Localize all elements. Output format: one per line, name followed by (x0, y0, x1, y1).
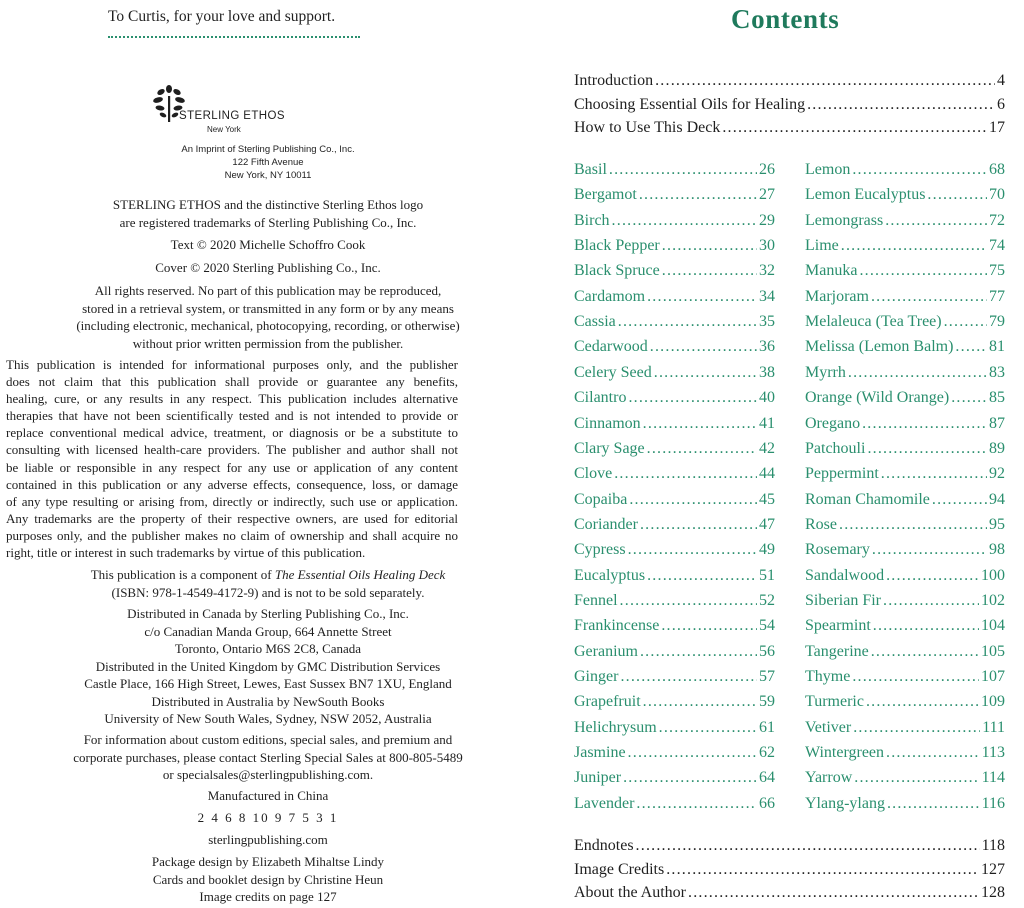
toc-entry-page: 87 (989, 414, 1005, 432)
toc-leader-dots (628, 744, 757, 762)
toc-entry-page: 17 (989, 119, 1005, 136)
toc-entry (805, 338, 1005, 356)
toc-entry (805, 643, 1005, 661)
toc-entry-title: Eucalyptus (574, 566, 646, 584)
design-line: Image credits on page 127 (199, 889, 337, 904)
toc-entry-page: 118 (981, 837, 1005, 854)
toc-entry-title: Lemongrass (805, 211, 884, 229)
toc-entry (574, 744, 775, 762)
toc-entry-title: Manuka (805, 262, 858, 280)
toc-entry (574, 262, 775, 280)
toc-entry (805, 617, 1005, 635)
toc-entry-page: 127 (981, 860, 1005, 878)
toc-entry-title: Oregano (805, 414, 861, 432)
component-prefix: This publication is a component of (90, 567, 275, 582)
toc-leader-dots (636, 795, 757, 813)
toc-entry-page: 52 (759, 591, 775, 609)
toc-leader-dots (647, 567, 757, 585)
toc-entry-page: 64 (759, 769, 775, 787)
toc-entry-title: Turmeric (805, 693, 864, 711)
toc-entry-title: Helichrysum (574, 718, 657, 736)
toc-entry-title: Introduction (574, 72, 654, 89)
toc-leader-dots (688, 884, 979, 902)
toc-entry (805, 186, 1005, 204)
toc-entry-page: 40 (759, 389, 775, 407)
toc-entry (805, 592, 1005, 610)
toc-entry (574, 186, 775, 204)
toc-entry-title: Lemon Eucalyptus (805, 186, 926, 204)
toc-entry-page: 77 (989, 287, 1005, 305)
toc-entry (805, 313, 1005, 331)
toc-entry-title: Cinnamon (574, 414, 641, 432)
rights-line: without prior written permission from the publisher. (132, 335, 404, 351)
distribution-line: Distributed in Australia by NewSouth Books (151, 693, 385, 709)
toc-entry-page: 57 (759, 668, 775, 685)
toc-entry-page: 35 (759, 313, 775, 331)
toc-entry-page: 44 (759, 465, 775, 483)
toc-leader-dots (944, 313, 987, 331)
toc-entry-title: Cilantro (574, 389, 627, 407)
toc-entry-page: 59 (759, 693, 775, 711)
toc-leader-dots (807, 96, 995, 114)
toc-entry-title: Myrrh (805, 363, 846, 381)
toc-entry-title: Celery Seed (574, 363, 652, 381)
trademark-line: STERLING ETHOS and the distinctive Sterling Ethos logo (112, 197, 424, 212)
toc-leader-dots (662, 237, 757, 255)
toc-entry-title: Peppermint (805, 465, 879, 483)
toc-leader-dots (620, 668, 757, 686)
imprint-line: 122 Fifth Avenue (232, 157, 304, 168)
component-line (0, 566, 536, 584)
toc-leader-dots (862, 415, 987, 433)
toc-leader-dots (662, 262, 757, 280)
toc-entry-title: Siberian Fir (805, 591, 881, 609)
toc-entry-title: Vetiver (805, 718, 852, 736)
toc-entry (574, 237, 775, 255)
toc-entry-title: Ginger (574, 668, 619, 685)
toc-entry (805, 693, 1005, 711)
toc-entry-title: Wintergreen (805, 744, 885, 762)
toc-entry-page: 89 (989, 439, 1005, 457)
toc-entry-title: Clove (574, 465, 613, 483)
toc-entry-title: Fennel (574, 591, 618, 609)
toc-entry (574, 96, 1005, 114)
toc-leader-dots (612, 212, 757, 230)
toc-entry-title: How to Use This Deck (574, 119, 721, 136)
toc-leader-dots (628, 541, 757, 559)
toc-leader-dots (659, 719, 757, 737)
toc-entry (805, 440, 1005, 458)
toc-entry-page: 36 (759, 338, 775, 356)
toc-entry-page: 128 (981, 884, 1005, 901)
toc-entry (574, 440, 775, 458)
toc-entry-title: Thyme (805, 668, 851, 685)
distribution-line: University of New South Wales, Sydney, NSW 2052, Australia (104, 711, 432, 726)
toc-entry (574, 861, 1005, 879)
toc-entry-title: Choosing Essential Oils for Healing (574, 95, 806, 113)
toc-entry-page: 49 (759, 541, 775, 559)
toc-entry (574, 288, 775, 306)
toc-entry-page: 107 (981, 668, 1005, 685)
dedication: To Curtis, for your love and support. (108, 8, 336, 25)
toc-entry-title: Bergamot (574, 186, 637, 204)
toc-entry-title: Black Spruce (574, 262, 660, 280)
disclaimer-line: This publication is intended for informational purposes only, and the publisher (6, 357, 458, 372)
rights-line: All rights reserved. No part of this publication may be reproduced, (94, 283, 442, 298)
toc-entry (805, 541, 1005, 559)
toc-leader-dots (927, 186, 987, 204)
toc-leader-dots (666, 861, 979, 879)
toc-entry (805, 491, 1005, 509)
toc-entry-title: Grapefruit (574, 693, 641, 711)
toc-leader-dots (852, 668, 979, 686)
toc-entry-title: Coriander (574, 515, 638, 533)
toc-leader-dots (609, 161, 757, 179)
toc-leader-dots (859, 262, 987, 280)
cover-copyright: Cover © 2020 Sterling Publishing Co., Inc. (155, 260, 381, 275)
toc-entry (805, 769, 1005, 787)
toc-entry (805, 795, 1005, 813)
toc-entry-page: 109 (981, 693, 1005, 711)
toc-leader-dots (887, 795, 980, 813)
toc-entry-title: Orange (Wild Orange) (805, 389, 950, 407)
disclaimer-line: right, title or interest in such trademarks by virtue of this publication. (6, 545, 366, 561)
toc-entry-page: 38 (759, 363, 775, 381)
toc-entry-page: 70 (989, 186, 1005, 204)
toc-entry-page: 47 (759, 515, 775, 533)
toc-leader-dots (629, 491, 757, 509)
toc-leader-dots (867, 440, 987, 458)
toc-entry-title: Rosemary (805, 541, 870, 559)
toc-entry-title: Image Credits (574, 860, 665, 878)
toc-entry-title: Copaiba (574, 490, 628, 508)
toc-entry-title: Melaleuca (Tea Tree) (805, 313, 942, 331)
toc-entry-title: Endnotes (574, 837, 634, 854)
toc-leader-dots (866, 693, 979, 711)
toc-entry-title: Basil (574, 161, 607, 178)
toc-entry-page: 34 (759, 287, 775, 305)
toc-entry-page: 32 (759, 262, 775, 280)
toc-entry-title: Marjoram (805, 287, 869, 305)
toc-entry-page: 75 (989, 262, 1005, 280)
toc-entry-page: 41 (759, 414, 775, 432)
toc-entry-page: 45 (759, 490, 775, 508)
toc-entry (805, 212, 1005, 230)
toc-entry-page: 62 (759, 744, 775, 762)
website: sterlingpublishing.com (208, 832, 328, 847)
toc-entry (574, 415, 775, 433)
toc-leader-dots (872, 541, 987, 559)
disclaimer-line: healing, cure, or any results in any respect. This publication includes alternative (6, 391, 458, 407)
sales-line: or specialsales@sterlingpublishing.com. (162, 767, 374, 782)
design-line: Package design by Elizabeth Mihaltse Lindy (151, 854, 385, 869)
toc-leader-dots (848, 364, 987, 382)
distribution-info (0, 605, 536, 728)
toc-entry-title: Geranium (574, 642, 638, 660)
toc-leader-dots (886, 744, 980, 762)
toc-entry-page: 4 (997, 72, 1005, 89)
toc-leader-dots (620, 592, 757, 610)
toc-entry (805, 567, 1005, 585)
toc-entry (574, 795, 775, 813)
toc-entry-title: Cassia (574, 313, 616, 331)
toc-entry-title: Patchouli (805, 439, 866, 457)
toc-entry-page: 27 (759, 186, 775, 204)
toc-leader-dots (841, 237, 987, 255)
distribution-line: Distributed in the United Kingdom by GMC Distribution Services (95, 658, 441, 674)
toc-entry (574, 338, 775, 356)
toc-entry (805, 465, 1005, 483)
trademark-line: are registered trademarks of Sterling Publishing Co., Inc. (119, 214, 417, 230)
toc-entry-page: 104 (981, 617, 1005, 635)
toc-entry-title: Black Pepper (574, 237, 660, 255)
toc-entry-title: Juniper (574, 769, 622, 787)
toc-entry-page: 68 (989, 161, 1005, 178)
logo-text: STERLING ETHOS (179, 110, 285, 122)
component-title: The Essential Oils Healing Deck (274, 567, 446, 582)
disclaimer (6, 356, 458, 561)
toc-entry (574, 516, 775, 534)
toc-entry-page: 29 (759, 211, 775, 229)
toc-leader-dots (639, 186, 757, 204)
rights-notice (0, 282, 536, 352)
toc-entry (805, 719, 1005, 737)
toc-entry-title: Cardamom (574, 287, 646, 305)
toc-entry (805, 744, 1005, 762)
toc-entry-page: 114 (981, 769, 1005, 787)
disclaimer-line: therapies that have not been scientifically tested and is not intended to provide or (6, 408, 458, 424)
toc-entry-title: Melissa (Lemon Balm) (805, 338, 954, 356)
disclaimer-line: replace conventional medical advice, treatment, or diagnosis or be a substitute to (6, 425, 458, 441)
toc-leader-dots (654, 364, 757, 382)
toc-leader-dots (628, 389, 757, 407)
toc-leader-dots (852, 161, 987, 179)
toc-leader-dots (647, 288, 757, 306)
toc-leader-dots (643, 693, 757, 711)
toc-leader-dots (647, 440, 757, 458)
distribution-line: c/o Canadian Manda Group, 664 Annette Street (144, 623, 392, 639)
toc-leader-dots (643, 415, 757, 433)
toc-entry-title: Birch (574, 211, 610, 229)
toc-entry-page: 100 (981, 566, 1005, 584)
toc-leader-dots (854, 769, 979, 787)
toc-leader-dots (636, 837, 980, 855)
toc-leader-dots (932, 491, 987, 509)
toc-leader-dots (871, 643, 979, 661)
toc-entry-title: Sandalwood (805, 566, 885, 584)
toc-leader-dots (871, 288, 987, 306)
toc-entry (574, 884, 1005, 902)
toc-leader-dots (650, 338, 757, 356)
distribution-line: Distributed in Canada by Sterling Publishing Co., Inc. (127, 606, 409, 621)
toc-entry (805, 237, 1005, 255)
toc-entry (805, 161, 1005, 179)
toc-entry-title: About the Author (574, 884, 686, 901)
toc-entry-page: 51 (759, 566, 775, 584)
toc-entry (574, 313, 775, 331)
logo-subtext: New York (207, 125, 241, 134)
toc-entry (574, 72, 1005, 90)
toc-entry-page: 54 (759, 617, 775, 635)
toc-entry-title: Spearmint (805, 617, 871, 635)
toc-entry-title: Lemon (805, 161, 851, 178)
toc-leader-dots (655, 72, 995, 90)
toc-leader-dots (853, 719, 980, 737)
toc-entry-page: 98 (989, 541, 1005, 559)
toc-leader-dots (883, 592, 979, 610)
toc-entry (574, 567, 775, 585)
component-notice (0, 566, 536, 601)
toc-entry-title: Roman Chamomile (805, 490, 930, 508)
disclaimer-line: be liable or responsible in any respect for any use or application of any content (6, 459, 458, 475)
toc-entry (805, 389, 1005, 407)
toc-entry (574, 592, 775, 610)
print-line: 2 4 6 8 10 9 7 5 3 1 (197, 810, 339, 825)
toc-entry-page: 113 (981, 744, 1005, 762)
toc-entry (805, 415, 1005, 433)
toc-entry (574, 617, 775, 635)
toc-entry (574, 541, 775, 559)
toc-entry-page: 95 (989, 515, 1005, 533)
toc-leader-dots (839, 516, 987, 534)
toc-entry (574, 119, 1005, 137)
toc-entry (574, 668, 775, 686)
toc-leader-dots (614, 465, 757, 483)
toc-entry (574, 465, 775, 483)
toc-leader-dots (661, 617, 757, 635)
disclaimer-line: consulting with licensed health-care providers. The publisher and author shall not (6, 442, 458, 458)
special-sales-info (0, 731, 536, 784)
text-copyright: Text © 2020 Michelle Schoffro Cook (170, 237, 366, 252)
toc-entry-title: Lime (805, 237, 839, 255)
toc-entry-page: 85 (989, 389, 1005, 407)
toc-entry (574, 212, 775, 230)
toc-leader-dots (951, 389, 987, 407)
toc-leader-dots (881, 465, 987, 483)
disclaimer-line: of any type resulting or arising from, directly or indirectly, such use or application. (6, 493, 458, 509)
toc-entry-page: 111 (982, 718, 1005, 736)
toc-entry (805, 262, 1005, 280)
toc-leader-dots (886, 567, 979, 585)
distribution-line: Toronto, Ontario M6S 2C8, Canada (174, 641, 362, 656)
toc-entry-page: 116 (981, 794, 1005, 812)
toc-leader-dots (640, 516, 757, 534)
toc-entry-title: Ylang-ylang (805, 794, 885, 812)
toc-entry (574, 491, 775, 509)
rights-line: (including electronic, mechanical, photocopying, recording, or otherwise) (76, 318, 460, 333)
sales-line: For information about custom editions, special sales, and premium and (83, 732, 453, 747)
toc-entry-page: 83 (989, 363, 1005, 381)
toc-entry (805, 516, 1005, 534)
toc-entry-page: 66 (759, 794, 775, 812)
toc-entry (574, 769, 775, 787)
design-line: Cards and booklet design by Christine Heun (152, 871, 384, 887)
toc-entry (805, 668, 1005, 686)
disclaimer-line: contained in this publication or any adverse effects, consequence, loss, or damage (6, 476, 458, 492)
disclaimer-line: does not claim that this publication shall provide or guarantee any benefits, (6, 374, 458, 390)
toc-entry (574, 837, 1005, 855)
toc-entry-title: Yarrow (805, 769, 853, 787)
disclaimer-line: Any trademarks are the property of their respective owners, are used for editorial (6, 510, 458, 526)
contents-title: Contents (731, 4, 840, 34)
toc-entry-page: 79 (989, 313, 1005, 331)
imprint-line: An Imprint of Sterling Publishing Co., Inc. (181, 144, 355, 155)
toc-entry (574, 364, 775, 382)
toc-entry (574, 161, 775, 179)
toc-entry (574, 693, 775, 711)
toc-entry (574, 643, 775, 661)
toc-entry-page: 30 (759, 237, 775, 255)
toc-entry (805, 364, 1005, 382)
toc-leader-dots (722, 119, 987, 137)
toc-leader-dots (640, 643, 757, 661)
design-credits (0, 853, 536, 906)
toc-entry-page: 61 (759, 718, 775, 736)
toc-entry-page: 42 (759, 439, 775, 457)
toc-leader-dots (885, 212, 987, 230)
toc-entry-title: Jasmine (574, 744, 626, 762)
distribution-line: Castle Place, 166 High Street, Lewes, East Sussex BN7 1XU, England (84, 676, 452, 691)
toc-entry-page: 74 (989, 237, 1005, 255)
toc-entry-page: 26 (759, 161, 775, 178)
toc-entry-page: 92 (989, 465, 1005, 483)
manufactured-in: Manufactured in China (207, 788, 329, 803)
toc-leader-dots (618, 313, 757, 331)
toc-entry (574, 389, 775, 407)
toc-entry-title: Tangerine (805, 642, 869, 660)
component-line: (ISBN: 978-1-4549-4172-9) and is not to be sold separately. (111, 584, 425, 600)
toc-entry-title: Cypress (574, 541, 626, 559)
sales-line: corporate purchases, please contact Sterling Special Sales at 800-805-5489 (73, 749, 463, 765)
toc-entry-page: 105 (981, 642, 1005, 660)
toc-leader-dots (873, 617, 979, 635)
toc-entry-page: 94 (989, 490, 1005, 508)
toc-entry (574, 719, 775, 737)
toc-entry-page: 102 (981, 591, 1005, 609)
toc-entry-page: 56 (759, 642, 775, 660)
toc-leader-dots (955, 338, 987, 356)
toc-entry-page: 6 (997, 95, 1005, 113)
imprint-address (0, 143, 536, 182)
toc-leader-dots (623, 769, 757, 787)
imprint-line: New York, NY 10011 (224, 170, 312, 181)
rights-line: stored in a retrieval system, or transmitted in any form or by any means (82, 300, 454, 316)
toc-entry-title: Frankincense (574, 617, 660, 635)
toc-entry-title: Clary Sage (574, 439, 645, 457)
toc-entry-title: Rose (805, 515, 837, 533)
toc-entry (805, 288, 1005, 306)
trademark-notice (0, 196, 536, 231)
toc-entry-title: Cedarwood (574, 338, 648, 356)
toc-entry-page: 81 (989, 338, 1005, 356)
toc-entry-title: Lavender (574, 794, 635, 812)
dotted-divider (108, 36, 360, 38)
disclaimer-line: purposes only, and the publisher makes no claim of ownership and shall acquire no (6, 527, 458, 543)
toc-entry-page: 72 (989, 211, 1005, 229)
